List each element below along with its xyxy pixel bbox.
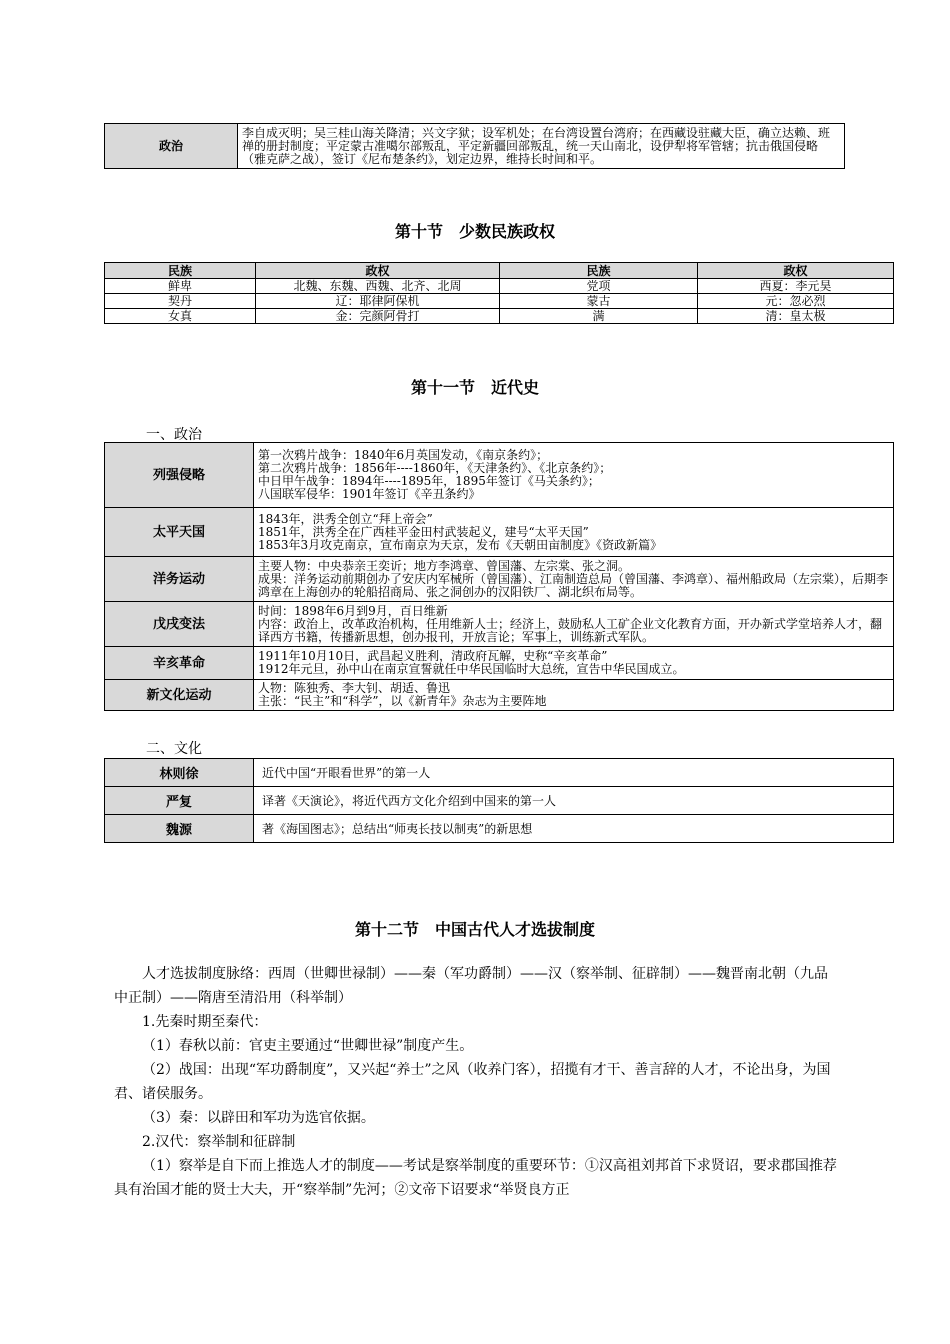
row-label: 洋务运动 [105, 557, 254, 602]
row-content: 近代中国“开眼看世界”的第一人 [254, 759, 894, 787]
row-label: 新文化运动 [105, 680, 254, 711]
content-line: 1843年，洪秀全创立“拜上帝会” [258, 511, 433, 526]
paragraph: 2.汉代：察举制和征辟制 [142, 1134, 296, 1150]
row-label: 严复 [105, 787, 254, 815]
table-row [105, 759, 894, 787]
paragraph: （3）秦：以辟田和军功为选官依据。 [142, 1110, 375, 1126]
cell: 元：忽必烈 [698, 294, 894, 309]
content-line: 主要人物：中央恭亲王奕䜣；地方李鸿章、曾国藩、左宗棠、张之洞。 [258, 558, 631, 573]
table-row [105, 508, 894, 557]
cell: 女真 [105, 309, 256, 324]
section-11-title: 第十一节 近代史 [410, 378, 539, 397]
table-row [105, 309, 894, 324]
table-row [105, 443, 894, 508]
header-ethnicity-1: 民族 [105, 263, 256, 279]
row-label: 政治 [105, 124, 238, 169]
modern-politics-table [104, 442, 894, 711]
paragraph: 1.先秦时期至秦代： [142, 1014, 268, 1030]
row-label: 戊戌变法 [105, 602, 254, 647]
cell: 金：完颜阿骨打 [256, 309, 500, 324]
paragraph: （1）春秋以前：官吏主要通过“世卿世禄”制度产生。 [142, 1038, 474, 1054]
content-line: 八国联军侵华：1901年签订《辛丑条约》 [258, 487, 481, 501]
row-label: 辛亥革命 [105, 647, 254, 680]
paragraph: （1）察举是自下而上推选人才的制度——考试是察举制度的重要环节：①汉高祖刘邦首下求贤诏，要求郡国推荐具有治国才能的贤士大夫，开“察举制”先河；②文帝下诏要求“举贤良方正 [114, 1158, 837, 1198]
politics-heading: 一、政治 [146, 427, 202, 443]
paragraph: 人才选拔制度脉络：西周（世卿世禄制）——秦（军功爵制）——汉（察举制、征辟制）——魏晋南北朝（九品中正制）——隋唐至清沿用（科举制） [114, 966, 828, 1006]
table-row [105, 557, 894, 602]
row-content: 译著《天演论》，将近代西方文化介绍到中国来的第一人 [254, 787, 894, 815]
row-content [254, 557, 894, 602]
cell: 清：皇太极 [698, 309, 894, 324]
paragraph: （2）战国：出现“军功爵制度”，又兴起“养士”之风（收养门客），招揽有才干、善言辞的人才，不论出身，为国君、诸侯服务。 [114, 1062, 831, 1102]
content-text: 李自成灭明；吴三桂山海关降清；兴文字狱；设军机处；在台湾设置台湾府；在西藏设驻藏大臣，确立达赖、班禅的册封制度；平定蒙古准噶尔部叛乱，平定新疆回部叛乱，统一天山南北，设伊犁将军管辖；抗击俄国侵略（雅克萨之战），签订《尼布楚条约》，划定边界，维持长时间和平。 [242, 125, 831, 166]
header-regime-2: 政权 [698, 263, 894, 279]
row-content: 著《海国图志》；总结出“师夷长技以制夷”的新思想 [254, 815, 894, 843]
row-content [254, 602, 894, 647]
row-label: 列强侵略 [105, 443, 254, 508]
row-content [254, 647, 894, 680]
content-line: 中日甲午战争：1894年----1895年，1895年签订《马关条约》； [258, 474, 600, 488]
table-row [105, 680, 894, 711]
ethnic-regimes-table [104, 262, 894, 324]
table-row [105, 815, 894, 843]
header-regime-1: 政权 [256, 263, 500, 279]
table-row [105, 647, 894, 680]
section-12-body [114, 962, 839, 1202]
row-content [254, 443, 894, 508]
culture-heading: 二、文化 [146, 741, 202, 757]
content-line: 成果：洋务运动前期创办了安庆内军械所（曾国藩）、江南制造总局（曾国藩、李鸿章）、福州船政局（左宗棠），后期李鸿章在上海创办的轮船招商局、张之洞创办的汉阳铁厂、湖北织布局等。 [258, 571, 889, 599]
table-row [105, 124, 845, 169]
content-line: 第一次鸦片战争：1840年6月英国发动，《南京条约》； [258, 448, 549, 462]
cell: 辽：耶律阿保机 [256, 294, 500, 309]
row-label: 太平天国 [105, 508, 254, 557]
content-line: 主张：“民主”和“科学”，以《新青年》杂志为主要阵地 [258, 694, 547, 708]
modern-culture-table [104, 758, 894, 843]
cell: 西夏：李元昊 [698, 279, 894, 294]
cell: 北魏、东魏、西魏、北齐、北周 [256, 279, 500, 294]
content-line: 时间：1898年6月到9月，百日维新 [258, 603, 448, 618]
table-row [105, 294, 894, 309]
cell: 党项 [500, 279, 698, 294]
table-header-row [105, 263, 894, 279]
qing-politics-table [104, 123, 845, 169]
row-content [238, 124, 845, 169]
section-10-title: 第十节 少数民族政权 [394, 222, 555, 241]
section-12-title: 第十二节 中国古代人才选拔制度 [354, 920, 595, 939]
content-line: 1851年，洪秀全在广西桂平金田村武装起义，建号“太平天国” [258, 524, 589, 539]
content-line: 1912年元旦，孙中山在南京宣誓就任中华民国临时大总统，宣告中华民国成立。 [258, 662, 685, 676]
row-content [254, 680, 894, 711]
content-line: 人物：陈独秀、李大钊、胡适、鲁迅 [258, 681, 451, 695]
row-label: 魏源 [105, 815, 254, 843]
content-line: 1911年10月10日，武昌起义胜利，清政府瓦解，史称“辛亥革命” [258, 649, 608, 663]
cell: 鲜卑 [105, 279, 256, 294]
row-content [254, 508, 894, 557]
table-row [105, 602, 894, 647]
content-line: 1853年3月攻克南京，宣布南京为天京，发布《天朝田亩制度》《资政新篇》 [258, 537, 663, 552]
content-line: 第二次鸦片战争：1856年----1860年，《天津条约》、《北京条约》； [258, 461, 612, 475]
row-label: 林则徐 [105, 759, 254, 787]
table-row [105, 787, 894, 815]
cell: 契丹 [105, 294, 256, 309]
header-ethnicity-2: 民族 [500, 263, 698, 279]
cell: 蒙古 [500, 294, 698, 309]
cell: 满 [500, 309, 698, 324]
content-line: 内容：政治上，改革政治机构，任用维新人士；经济上，鼓励私人工矿企业文化教育方面，开办新式学堂培养人才，翻译西方书籍，传播新思想，创办报刊，开放言论；军事上，训练新式军队。 [258, 616, 883, 644]
table-row [105, 279, 894, 294]
